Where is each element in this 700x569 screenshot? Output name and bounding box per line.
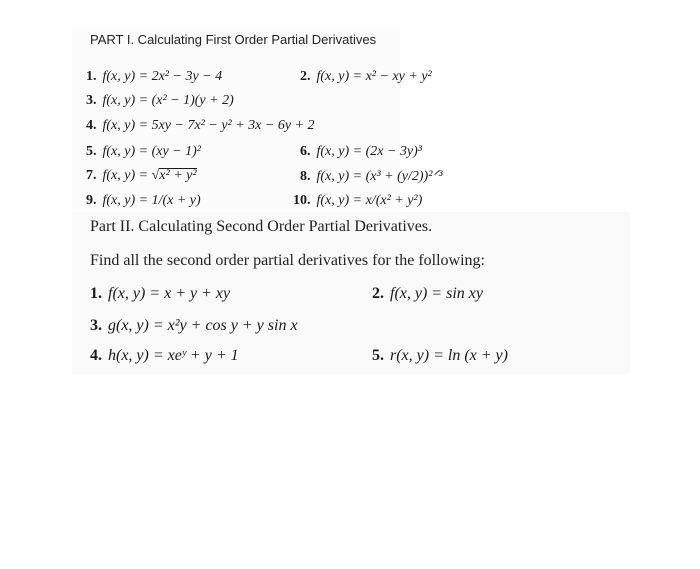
problem-number: 2. bbox=[300, 69, 311, 84]
problem-expression: h(x, y) = xeʸ + y + 1 bbox=[108, 347, 239, 364]
problem-expression: f(x, y) = 1/(x + y) bbox=[102, 193, 201, 208]
problem-expression: f(x, y) = (x³ + (y/2))²ᐟ³ bbox=[316, 169, 443, 184]
problem-expression: f(x, y) = x + y + xy bbox=[108, 285, 231, 302]
problem-number: 2. bbox=[372, 285, 384, 302]
part2-problem-2 bbox=[372, 285, 483, 303]
part1-problem-8 bbox=[300, 168, 443, 185]
problem-expression: g(x, y) = x²y + cos y + y sin x bbox=[108, 317, 298, 334]
part2-title: Part II. Calculating Second Order Partial Derivatives. bbox=[90, 218, 433, 235]
part1-problem-6 bbox=[300, 144, 422, 160]
problem-expression: f(x, y) = 2x² − 3y − 4 bbox=[102, 69, 223, 84]
part1-problem-3 bbox=[86, 93, 234, 109]
problem-expression: f(x, y) = (x² − 1)(y + 2) bbox=[102, 93, 234, 108]
problem-expression: f(x, y) = sin xy bbox=[390, 285, 483, 302]
problem-number: 1. bbox=[90, 285, 102, 302]
part1-problem-10 bbox=[293, 193, 422, 209]
problem-number: 5. bbox=[86, 144, 97, 159]
part2-problem-4 bbox=[90, 347, 239, 365]
part2-instruction: Find all the second order partial derivatives for the following: bbox=[90, 252, 485, 269]
problem-number: 3. bbox=[90, 317, 102, 334]
problem-expression: f(x, y) = (xy − 1)² bbox=[102, 144, 201, 159]
part1-title: PART I. Calculating First Order Partial Derivatives bbox=[90, 32, 377, 47]
problem-number: 7. bbox=[86, 168, 97, 183]
problem-number: 4. bbox=[90, 347, 102, 364]
problem-expression: r(x, y) = ln (x + y) bbox=[390, 347, 508, 364]
part1-problem-7 bbox=[86, 168, 197, 184]
part2-problem-3 bbox=[90, 317, 298, 335]
problem-number: 8. bbox=[300, 169, 311, 184]
part1-problem-9 bbox=[86, 193, 201, 209]
part1-problem-4 bbox=[86, 118, 315, 134]
part1-problem-1 bbox=[86, 69, 222, 85]
problem-number: 1. bbox=[86, 69, 97, 84]
problem-expression: f(x, y) = x² − xy + y² bbox=[316, 69, 432, 84]
problem-number: 4. bbox=[86, 118, 97, 133]
problem-number: 3. bbox=[86, 93, 97, 108]
problem-number: 9. bbox=[86, 193, 97, 208]
problem-expression-prefix: f(x, y) = √ bbox=[102, 168, 160, 183]
problem-number: 10. bbox=[293, 193, 311, 208]
problem-number: 5. bbox=[372, 347, 384, 364]
part2-problem-5 bbox=[372, 347, 508, 365]
problem-expression: f(x, y) = (2x − 3y)³ bbox=[316, 144, 422, 159]
problem-expression: f(x, y) = x/(x² + y²) bbox=[316, 193, 423, 208]
part1-problem-2 bbox=[300, 69, 432, 85]
part1-problem-5 bbox=[86, 144, 201, 160]
problem-expression: f(x, y) = 5xy − 7x² − y² + 3x − 6y + 2 bbox=[102, 118, 315, 133]
problem-number: 6. bbox=[300, 144, 311, 159]
part2-problem-1 bbox=[90, 285, 230, 303]
sqrt-radicand: x² + y² bbox=[159, 168, 197, 183]
